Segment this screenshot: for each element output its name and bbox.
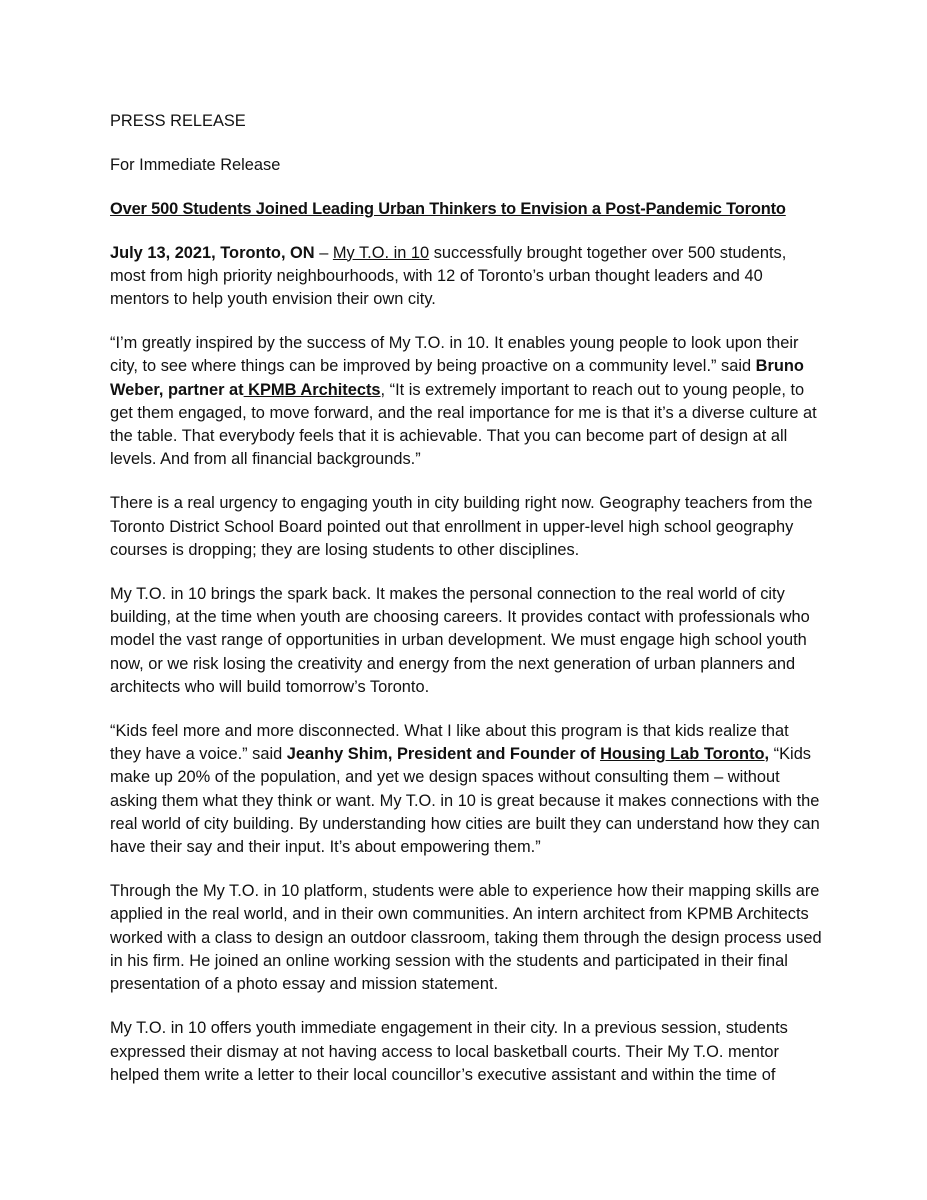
intro-text: successfully brought together over 500 students, most from high priority neighbourhoods, with 12 of Toronto’s urban thought leaders and 40 mentors to help youth envision their own city. — [110, 243, 787, 309]
paragraph-urgency: There is a real urgency to engaging youth in city building right now. Geography teachers from the Toronto District School Board pointed out that enrollment in upper-level high school geography courses is dropping; they are losing students to other disciplines. — [110, 494, 813, 559]
press-release-label: PRESS RELEASE — [110, 112, 246, 130]
shim-quote-start: “Kids feel more and more disconnected. What I like about this program is that kids realize that they have a voice.” said — [110, 722, 789, 764]
paragraph-intro — [110, 242, 822, 312]
weber-quote-end: , “It is extremely important to reach out to young people, to get them engaged, to move forward, and the real importance for me is that it’s a diverse culture at the table. That everybody feels that it is achievable. That you can become part of design at all levels. And from all financial backgrounds.” — [110, 380, 817, 469]
housing-lab-toronto-link[interactable]: Housing Lab Toronto — [600, 745, 765, 764]
kpmb-architects-link[interactable]: KPMB Architects — [243, 380, 381, 399]
shim-speaker: Jeanhy Shim, President and Founder of — [286, 745, 601, 764]
dateline-dash: – — [314, 243, 333, 262]
my-to-in-10-link[interactable]: My T.O. in 10 — [332, 243, 430, 262]
release-note: For Immediate Release — [110, 156, 281, 175]
paragraph-platform: Through the My T.O. in 10 platform, students were able to experience how their mapping skills are applied in the real world, and in their own communities. An intern architect from KPMB Architects worked with a class to design an outdoor classroom, taking them through the design process used in his firm. He joined an online working session with the students and participated in their final presentation of a photo essay and mission statement. — [110, 882, 822, 994]
paragraph-spark: My T.O. in 10 brings the spark back. It makes the personal connection to the real world of city building, at the time when youth are choosing careers. It provides contact with professionals who model the vast range of opportunities in urban development. We must engage high school youth now, or we risk losing the creativity and energy from the next generation of urban planners and architects who will build tomorrow’s Toronto. — [110, 585, 810, 696]
paragraph-engagement: My T.O. in 10 offers youth immediate engagement in their city. In a previous session, students expressed their dismay at not having access to local basketball courts. Their My T.O. mentor helped them write a letter to their local councillor’s executive assistant and within the time of — [110, 1019, 788, 1084]
weber-quote-start: “I’m greatly inspired by the success of My T.O. in 10. It enables young people to look upon their city, to see where things can be improved by being proactive on a community level.” said — [110, 334, 799, 376]
press-release-page — [110, 110, 822, 1108]
paragraph-weber-quote — [110, 332, 822, 471]
dateline: July 13, 2021, Toronto, ON — [110, 243, 315, 262]
weber-speaker: Bruno Weber, partner at — [110, 357, 804, 399]
shim-quote-end: “Kids make up 20% of the population, and yet we design spaces without consulting them – without asking them what they think or want. My T.O. in 10 is great because it makes connections with the real world of city building. By understanding how cities are built they can understand how they can have their say and their input. It’s about empowering them.” — [110, 745, 820, 857]
headline: Over 500 Students Joined Leading Urban Thinkers to Envision a Post-Pandemic Toronto — [110, 200, 786, 219]
paragraph-shim-quote — [110, 720, 822, 859]
shim-comma: , — [764, 745, 770, 764]
